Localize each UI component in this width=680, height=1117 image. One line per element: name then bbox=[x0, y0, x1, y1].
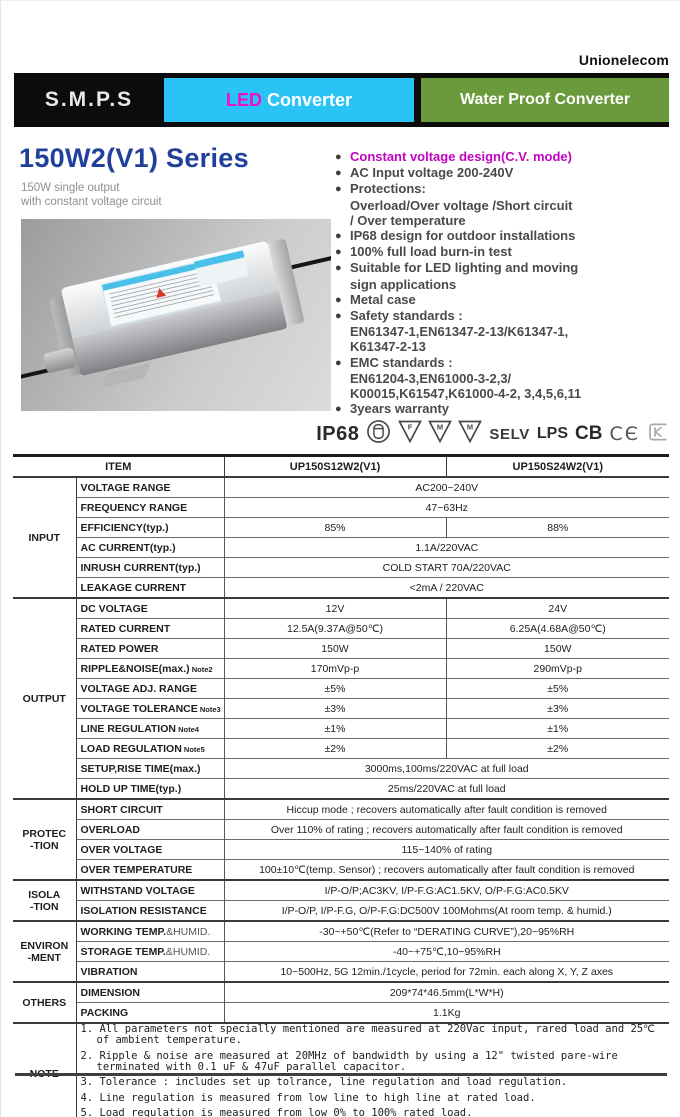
table-item-cell: LOAD REGULATION Note5 bbox=[76, 739, 224, 759]
feature-text: Suitable for LED lighting and moving bbox=[350, 260, 579, 276]
table-item-cell: VOLTAGE RANGE bbox=[76, 477, 224, 498]
table-value-cell: 115~140% of rating bbox=[224, 840, 669, 860]
feature-text: Constant voltage design(C.V. mode) bbox=[350, 149, 572, 164]
table-row bbox=[13, 477, 669, 498]
table-row bbox=[13, 639, 669, 659]
table-value-cell: ±2% bbox=[446, 739, 669, 759]
table-value-cell: 1.1Kg bbox=[224, 1003, 669, 1024]
table-group-cell bbox=[13, 880, 76, 921]
feature-text: Safety standards : bbox=[350, 308, 463, 324]
table-row bbox=[13, 982, 669, 1003]
feature-line bbox=[335, 308, 675, 324]
item-note-ref: Note5 bbox=[181, 744, 205, 754]
table-item-cell: RIPPLE&NOISE(max.) Note2 bbox=[76, 659, 224, 679]
footer-divider bbox=[15, 1073, 667, 1076]
table-value-cell: I/P-O/P, I/P-F.G, O/P-F.G:DC500V 100Mohms(At room temp. & humid.) bbox=[224, 901, 669, 922]
group-label-line: -TION bbox=[29, 839, 59, 852]
led-label: LED bbox=[225, 90, 262, 110]
triangle-safety-marks bbox=[398, 420, 482, 448]
table-notes-cell bbox=[76, 1023, 669, 1117]
unit-model-label bbox=[194, 250, 249, 287]
table-item-cell: HOLD UP TIME(typ.) bbox=[76, 779, 224, 800]
group-label-line: -MENT bbox=[27, 951, 61, 964]
table-item-cell: OVER TEMPERATURE bbox=[76, 860, 224, 881]
column-header-item: ITEM bbox=[13, 456, 224, 478]
feature-line bbox=[335, 213, 675, 228]
table-value-cell: <2mA / 220VAC bbox=[224, 578, 669, 599]
bullet-icon: ● bbox=[335, 151, 342, 163]
table-row bbox=[13, 1003, 669, 1024]
table-value-cell: 12V bbox=[224, 598, 446, 619]
table-value-cell: -40~+75℃,10~95%RH bbox=[224, 942, 669, 962]
table-item-cell: OVER VOLTAGE bbox=[76, 840, 224, 860]
table-row bbox=[13, 840, 669, 860]
table-row bbox=[13, 598, 669, 619]
table-row bbox=[13, 538, 669, 558]
page-subtitle bbox=[21, 181, 162, 209]
table-note-line: 3. Tolerance : includes set up tolrance, line regulation and load regulation. bbox=[80, 1076, 568, 1088]
table-item-cell: OVERLOAD bbox=[76, 820, 224, 840]
bullet-icon: ● bbox=[335, 262, 342, 275]
table-value-cell: ±5% bbox=[446, 679, 669, 699]
item-label-light: &HUMID. bbox=[165, 945, 211, 958]
group-label-line: ISOLA bbox=[28, 888, 61, 901]
table-value-cell: Hiccup mode ; recovers automatically after fault condition is removed bbox=[224, 799, 669, 820]
table-row bbox=[13, 962, 669, 983]
group-label-line: -TION bbox=[29, 900, 59, 913]
cb-label: CB bbox=[575, 423, 603, 444]
group-label-line: OTHERS bbox=[22, 996, 67, 1009]
spec-table-wrap bbox=[13, 454, 669, 1117]
table-item-cell: VIBRATION bbox=[76, 962, 224, 983]
table-item-cell: PACKING bbox=[76, 1003, 224, 1024]
table-value-cell: 170mVp-p bbox=[224, 659, 446, 679]
subtitle-line-2: with constant voltage circuit bbox=[21, 196, 162, 208]
table-value-cell: 290mVp-p bbox=[446, 659, 669, 679]
svg-text:M: M bbox=[437, 422, 444, 432]
feature-line bbox=[335, 149, 675, 165]
table-item-cell: DC VOLTAGE bbox=[76, 598, 224, 619]
table-row bbox=[13, 619, 669, 639]
item-label-light: &HUMID. bbox=[166, 925, 211, 938]
feature-line bbox=[335, 386, 675, 401]
table-row bbox=[13, 518, 669, 538]
group-label-line: OUTPUT bbox=[22, 692, 66, 705]
table-value-cell: COLD START 70A/220VAC bbox=[224, 558, 669, 578]
bullet-icon: ● bbox=[335, 230, 342, 243]
table-value-cell: 85% bbox=[224, 518, 446, 538]
group-label-line: PROTEC bbox=[22, 827, 67, 840]
table-note-line: 1. All parameters not specially mentioned are measured at 220Vac input, rared load and 25℃ of ambient temperature. bbox=[80, 1023, 655, 1046]
feature-line bbox=[335, 198, 675, 213]
page-title: 150W2(V1) Series bbox=[19, 143, 249, 173]
table-group-cell bbox=[13, 982, 76, 1023]
table-value-cell: ±5% bbox=[224, 679, 446, 699]
table-group-cell bbox=[13, 477, 76, 598]
bullet-icon: ● bbox=[335, 310, 342, 323]
feature-text: EMC standards : bbox=[350, 354, 453, 370]
feature-line bbox=[335, 355, 675, 371]
column-header-model: UP150S24W2(V1) bbox=[446, 456, 669, 478]
feature-line bbox=[335, 324, 675, 339]
table-item-cell: SETUP,RISE TIME(max.) bbox=[76, 759, 224, 779]
table-row bbox=[13, 578, 669, 599]
table-value-cell: 3000ms,100ms/220VAC at full load bbox=[224, 759, 669, 779]
feature-line bbox=[335, 165, 675, 181]
feature-line bbox=[335, 292, 675, 308]
bullet-icon: ● bbox=[335, 183, 342, 196]
table-group-cell bbox=[13, 799, 76, 880]
table-row bbox=[13, 820, 669, 840]
table-value-cell: ±1% bbox=[446, 719, 669, 739]
table-item-cell: RATED CURRENT bbox=[76, 619, 224, 639]
table-item-cell: INRUSH CURRENT(typ.) bbox=[76, 558, 224, 578]
table-row bbox=[13, 659, 669, 679]
bullet-icon: ● bbox=[335, 167, 342, 180]
bullet-icon: ● bbox=[335, 293, 342, 306]
feature-text: EN61204-3,EN61000-3-2,3/ bbox=[350, 370, 512, 386]
table-item-cell: EFFICIENCY(typ.) bbox=[76, 518, 224, 538]
table-note-line: 2. Ripple & noise are measured at 20MHz of bandwidth by using a 12" twisted pare-wire terminated with 0.1 uF & 47uF parallel capacitor. bbox=[80, 1049, 618, 1073]
feature-text: Overload/Over voltage /Short circuit bbox=[350, 197, 573, 213]
table-item-cell: VOLTAGE TOLERANCE Note3 bbox=[76, 699, 224, 719]
table-value-cell: AC200~240V bbox=[224, 477, 669, 498]
feature-line bbox=[335, 244, 675, 260]
feature-text: / Over temperature bbox=[350, 212, 466, 228]
svg-text:M: M bbox=[467, 422, 474, 432]
table-item-cell: LEAKAGE CURRENT bbox=[76, 578, 224, 599]
ip68-label: IP68 bbox=[316, 422, 360, 445]
table-row bbox=[13, 942, 669, 962]
spec-table bbox=[13, 454, 669, 1117]
enclosure-icon bbox=[366, 419, 391, 449]
table-row bbox=[13, 921, 669, 942]
power-supply-unit bbox=[47, 228, 305, 397]
feature-line bbox=[335, 181, 675, 197]
header-banner bbox=[14, 73, 669, 127]
svg-text:F: F bbox=[408, 422, 413, 432]
table-value-cell: 10~500Hz, 5G 12min./1cycle, period for 72min. each along X, Y, Z axes bbox=[224, 962, 669, 983]
item-note-ref: Note4 bbox=[175, 724, 199, 734]
feature-text: 100% full load burn-in test bbox=[350, 244, 512, 260]
table-item-cell: FREQUENCY RANGE bbox=[76, 498, 224, 518]
m-mark-icon bbox=[428, 420, 452, 448]
table-value-cell: 47~63Hz bbox=[224, 498, 669, 518]
spec-table-header-row bbox=[13, 456, 669, 478]
item-note-ref: Note2 bbox=[189, 664, 213, 674]
table-row bbox=[13, 699, 669, 719]
feature-line bbox=[335, 228, 675, 244]
table-row-note bbox=[13, 1023, 669, 1117]
table-item-cell: LINE REGULATION Note4 bbox=[76, 719, 224, 739]
table-value-cell: ±3% bbox=[446, 699, 669, 719]
m-mark-icon bbox=[458, 420, 482, 448]
certification-row bbox=[316, 417, 669, 451]
feature-text: K00015,K61547,K61000-4-2, 3,4,5,6,11 bbox=[350, 386, 582, 402]
table-item-cell: ISOLATION RESISTANCE bbox=[76, 901, 224, 922]
table-value-cell: 88% bbox=[446, 518, 669, 538]
smps-label: S.M.P.S bbox=[44, 88, 134, 111]
table-value-cell: 150W bbox=[446, 639, 669, 659]
table-value-cell: Over 110% of rating ; recovers automatically after fault condition is removed bbox=[224, 820, 669, 840]
table-row bbox=[13, 739, 669, 759]
table-value-cell: ±1% bbox=[224, 719, 446, 739]
table-note-line: 4. Line regulation is measured from low line to high line at rated load. bbox=[80, 1091, 536, 1104]
feature-text: 3years warranty bbox=[350, 401, 450, 417]
table-value-cell: ±2% bbox=[224, 739, 446, 759]
feature-text: sign applications bbox=[350, 276, 457, 292]
table-row bbox=[13, 759, 669, 779]
table-row bbox=[13, 799, 669, 820]
table-value-cell: 24V bbox=[446, 598, 669, 619]
table-item-cell: VOLTAGE ADJ. RANGE bbox=[76, 679, 224, 699]
feature-line bbox=[335, 260, 675, 276]
table-group-cell bbox=[13, 1023, 76, 1117]
table-row bbox=[13, 558, 669, 578]
column-header-model: UP150S12W2(V1) bbox=[224, 456, 446, 478]
feature-line bbox=[335, 401, 675, 417]
table-value-cell: ±3% bbox=[224, 699, 446, 719]
table-value-cell: 12.5A(9.37A@50℃) bbox=[224, 619, 446, 639]
table-item-cell: DIMENSION bbox=[76, 982, 224, 1003]
led-converter-tab bbox=[164, 78, 414, 122]
group-label-line: ENVIRON bbox=[20, 939, 69, 952]
table-row bbox=[13, 860, 669, 881]
ce-mark: CЄ bbox=[609, 423, 640, 445]
label-band bbox=[194, 250, 244, 268]
brand-logo-text: Unionelecom bbox=[578, 52, 669, 68]
feature-line bbox=[335, 277, 675, 292]
product-photo bbox=[21, 219, 331, 411]
table-group-cell bbox=[13, 598, 76, 799]
bullet-icon: ● bbox=[335, 246, 342, 259]
table-row bbox=[13, 880, 669, 901]
subtitle-line-1: 150W single output bbox=[21, 182, 120, 194]
waterproof-converter-tab: Water Proof Converter bbox=[421, 78, 669, 122]
group-label-line: INPUT bbox=[28, 531, 60, 544]
table-row bbox=[13, 679, 669, 699]
table-value-cell: 1.1A/220VAC bbox=[224, 538, 669, 558]
feature-list bbox=[335, 149, 675, 417]
table-value-cell: 6.25A(4.68A@50℃) bbox=[446, 619, 669, 639]
feature-text: Protections: bbox=[350, 181, 426, 197]
feature-text: K61347-2-13 bbox=[350, 339, 426, 355]
feature-text: IP68 design for outdoor installations bbox=[350, 228, 576, 244]
feature-text: EN61347-1,EN61347-2-13/K61347-1, bbox=[350, 324, 569, 340]
table-value-cell: 100±10℃(temp. Sensor) ; recovers automatically after fault condition is removed bbox=[224, 860, 669, 881]
table-value-cell: 25ms/220VAC at full load bbox=[224, 779, 669, 800]
table-note-line: 5. Load regulation is measured from low 0% to 100% rated load. bbox=[80, 1107, 473, 1117]
table-row bbox=[13, 779, 669, 800]
table-value-cell: I/P-O/P;AC3KV, I/P-F.G:AC1.5KV, O/P-F.G:AC0.5KV bbox=[224, 880, 669, 901]
feature-line bbox=[335, 371, 675, 386]
lps-label: LPS bbox=[536, 425, 568, 442]
converter-label: Converter bbox=[261, 90, 353, 110]
table-item-cell: WITHSTAND VOLTAGE bbox=[76, 880, 224, 901]
table-item-cell: STORAGE TEMP.&HUMID. bbox=[76, 942, 224, 962]
table-row bbox=[13, 719, 669, 739]
f-mark-icon bbox=[398, 420, 422, 448]
selv-label: SELV bbox=[489, 425, 530, 443]
feature-line bbox=[335, 339, 675, 354]
item-note-ref: Note3 bbox=[197, 704, 221, 714]
table-item-cell: WORKING TEMP.&HUMID. bbox=[76, 921, 224, 942]
table-group-cell bbox=[13, 921, 76, 982]
table-item-cell: SHORT CIRCUIT bbox=[76, 799, 224, 820]
table-value-cell: 150W bbox=[224, 639, 446, 659]
feature-text: AC Input voltage 200-240V bbox=[350, 165, 514, 181]
table-row bbox=[13, 901, 669, 922]
table-row bbox=[13, 498, 669, 518]
table-value-cell: -30~+50℃(Refer to “DERATING CURVE”),20~95%RH bbox=[224, 921, 669, 942]
bullet-icon: ● bbox=[335, 356, 342, 369]
table-item-cell: RATED POWER bbox=[76, 639, 224, 659]
table-item-cell: AC CURRENT(typ.) bbox=[76, 538, 224, 558]
feature-text: Metal case bbox=[350, 291, 416, 307]
table-value-cell: 209*74*46.5mm(L*W*H) bbox=[224, 982, 669, 1003]
bullet-icon: ● bbox=[335, 403, 342, 416]
kc-mark-icon bbox=[647, 421, 669, 448]
